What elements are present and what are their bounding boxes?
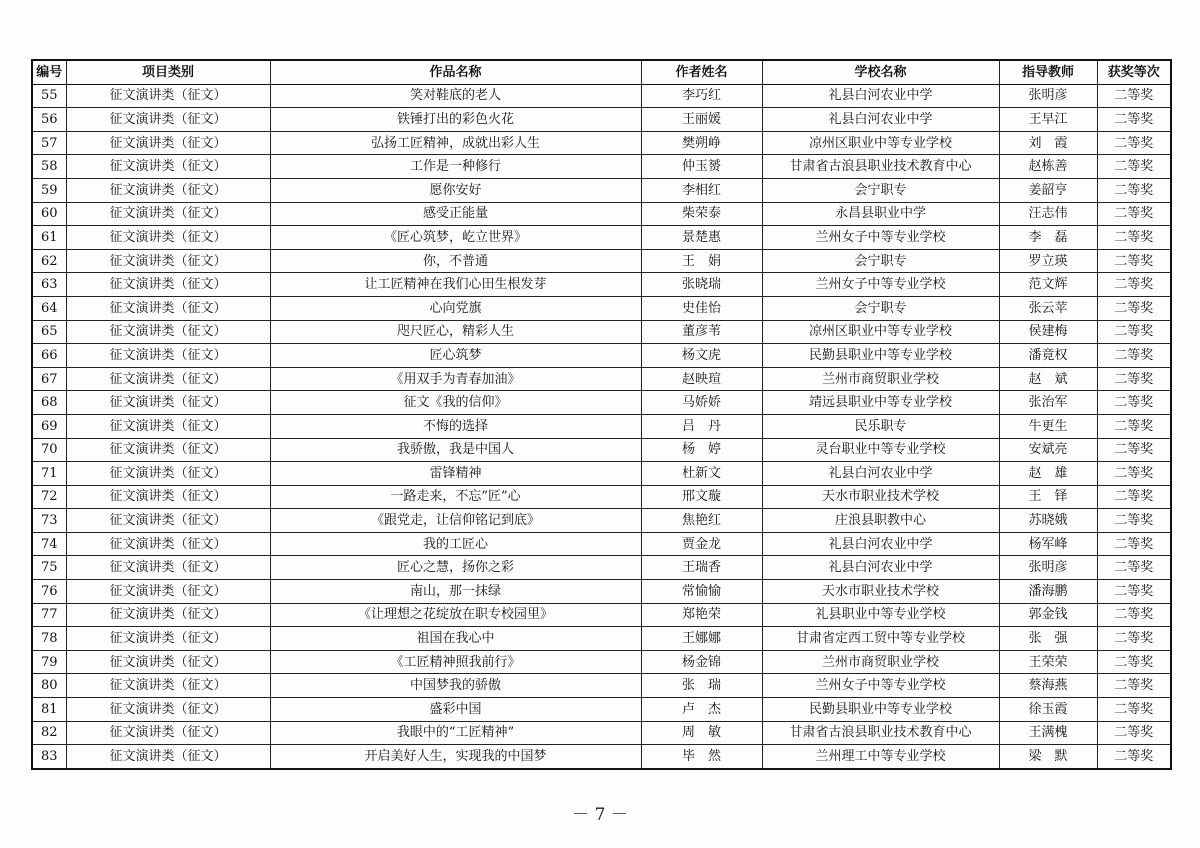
- cell-number: 77: [32, 603, 66, 627]
- cell-number: 66: [32, 344, 66, 368]
- cell-author: 毕 然: [641, 745, 762, 769]
- cell-advisor: 郭金钱: [999, 603, 1097, 627]
- cell-award: 二等奖: [1097, 178, 1171, 202]
- cell-number: 67: [32, 367, 66, 391]
- cell-school: 兰州市商贸职业学校: [762, 367, 999, 391]
- cell-advisor: 王荣荣: [999, 650, 1097, 674]
- cell-number: 75: [32, 556, 66, 580]
- table-row: [32, 226, 1171, 250]
- cell-award: 二等奖: [1097, 485, 1171, 509]
- cell-author: 常愉愉: [641, 580, 762, 604]
- cell-award: 二等奖: [1097, 391, 1171, 415]
- cell-author: 董彦苇: [641, 320, 762, 344]
- table-row: [32, 556, 1171, 580]
- awards-table: [31, 59, 1172, 770]
- cell-number: 65: [32, 320, 66, 344]
- cell-award: 二等奖: [1097, 603, 1171, 627]
- cell-author: 杨文虎: [641, 344, 762, 368]
- cell-school: 会宁职专: [762, 296, 999, 320]
- cell-school: 天水市职业技术学校: [762, 485, 999, 509]
- cell-work-title: 工作是一种修行: [270, 155, 641, 179]
- cell-number: 68: [32, 391, 66, 415]
- cell-category: 征文演讲类（征文）: [66, 650, 270, 674]
- cell-author: 王丽媛: [641, 108, 762, 132]
- cell-author: 王瑞香: [641, 556, 762, 580]
- cell-work-title: 愿你安好: [270, 178, 641, 202]
- cell-award: 二等奖: [1097, 532, 1171, 556]
- cell-category: 征文演讲类（征文）: [66, 674, 270, 698]
- cell-school: 礼县白河农业中学: [762, 532, 999, 556]
- cell-award: 二等奖: [1097, 320, 1171, 344]
- table-row: [32, 273, 1171, 297]
- cell-number: 63: [32, 273, 66, 297]
- cell-category: 征文演讲类（征文）: [66, 249, 270, 273]
- cell-work-title: 弘扬工匠精神，成就出彩人生: [270, 131, 641, 155]
- cell-school: 兰州女子中等专业学校: [762, 674, 999, 698]
- cell-category: 征文演讲类（征文）: [66, 509, 270, 533]
- cell-work-title: 匠心筑梦: [270, 344, 641, 368]
- cell-school: 会宁职专: [762, 178, 999, 202]
- cell-advisor: 李 磊: [999, 226, 1097, 250]
- table-row: [32, 674, 1171, 698]
- cell-category: 征文演讲类（征文）: [66, 273, 270, 297]
- cell-award: 二等奖: [1097, 344, 1171, 368]
- table-row: [32, 344, 1171, 368]
- cell-work-title: 雷锋精神: [270, 462, 641, 486]
- cell-category: 征文演讲类（征文）: [66, 108, 270, 132]
- cell-work-title: 我眼中的“工匠精神”: [270, 721, 641, 745]
- cell-author: 吕 丹: [641, 414, 762, 438]
- cell-award: 二等奖: [1097, 556, 1171, 580]
- table-row: [32, 202, 1171, 226]
- cell-work-title: 《让理想之花绽放在职专校园里》: [270, 603, 641, 627]
- cell-number: 81: [32, 698, 66, 722]
- cell-author: 王娜娜: [641, 627, 762, 651]
- cell-advisor: 潘海鹏: [999, 580, 1097, 604]
- cell-category: 征文演讲类（征文）: [66, 556, 270, 580]
- cell-school: 兰州女子中等专业学校: [762, 273, 999, 297]
- cell-author: 马娇娇: [641, 391, 762, 415]
- cell-number: 70: [32, 438, 66, 462]
- cell-work-title: 南山，那一抹绿: [270, 580, 641, 604]
- cell-work-title: 笑对鞋底的老人: [270, 84, 641, 108]
- header-number: 编号: [32, 60, 66, 84]
- cell-work-title: 《用双手为青春加油》: [270, 367, 641, 391]
- cell-school: 兰州理工中等专业学校: [762, 745, 999, 769]
- cell-advisor: 侯建梅: [999, 320, 1097, 344]
- table-row: [32, 462, 1171, 486]
- cell-author: 张晓瑞: [641, 273, 762, 297]
- cell-category: 征文演讲类（征文）: [66, 320, 270, 344]
- cell-advisor: 姜韶亨: [999, 178, 1097, 202]
- cell-number: 59: [32, 178, 66, 202]
- cell-school: 礼县白河农业中学: [762, 84, 999, 108]
- cell-advisor: 蔡海燕: [999, 674, 1097, 698]
- cell-advisor: 张明彦: [999, 84, 1097, 108]
- cell-work-title: 让工匠精神在我们心田生根发芽: [270, 273, 641, 297]
- cell-award: 二等奖: [1097, 155, 1171, 179]
- cell-author: 李相红: [641, 178, 762, 202]
- table-row: [32, 532, 1171, 556]
- cell-school: 永昌县职业中学: [762, 202, 999, 226]
- cell-school: 礼县职业中等专业学校: [762, 603, 999, 627]
- cell-number: 64: [32, 296, 66, 320]
- cell-advisor: 苏晓娥: [999, 509, 1097, 533]
- cell-number: 61: [32, 226, 66, 250]
- cell-advisor: 梁 默: [999, 745, 1097, 769]
- cell-work-title: 开启美好人生，实现我的中国梦: [270, 745, 641, 769]
- cell-advisor: 安斌亮: [999, 438, 1097, 462]
- cell-advisor: 牛更生: [999, 414, 1097, 438]
- cell-number: 78: [32, 627, 66, 651]
- cell-work-title: 祖国在我心中: [270, 627, 641, 651]
- cell-work-title: 感受正能量: [270, 202, 641, 226]
- cell-author: 仲玉赟: [641, 155, 762, 179]
- table-row: [32, 320, 1171, 344]
- cell-category: 征文演讲类（征文）: [66, 84, 270, 108]
- cell-school: 甘肃省古浪县职业技术教育中心: [762, 155, 999, 179]
- table-row: [32, 509, 1171, 533]
- cell-author: 贾金龙: [641, 532, 762, 556]
- cell-author: 邢文璇: [641, 485, 762, 509]
- cell-advisor: 刘 霞: [999, 131, 1097, 155]
- cell-school: 凉州区职业中等专业学校: [762, 320, 999, 344]
- table-row: [32, 745, 1171, 769]
- cell-number: 82: [32, 721, 66, 745]
- header-category: 项目类别: [66, 60, 270, 84]
- cell-category: 征文演讲类（征文）: [66, 367, 270, 391]
- cell-school: 礼县白河农业中学: [762, 556, 999, 580]
- cell-number: 79: [32, 650, 66, 674]
- cell-work-title: 咫尺匠心，精彩人生: [270, 320, 641, 344]
- cell-award: 二等奖: [1097, 650, 1171, 674]
- cell-category: 征文演讲类（征文）: [66, 603, 270, 627]
- table-row: [32, 84, 1171, 108]
- cell-award: 二等奖: [1097, 438, 1171, 462]
- cell-school: 民乐职专: [762, 414, 999, 438]
- cell-category: 征文演讲类（征文）: [66, 698, 270, 722]
- cell-author: 史佳怡: [641, 296, 762, 320]
- cell-advisor: 杨军峰: [999, 532, 1097, 556]
- cell-work-title: 心向党旗: [270, 296, 641, 320]
- table-row: [32, 108, 1171, 132]
- cell-author: 李巧红: [641, 84, 762, 108]
- cell-school: 民勤县职业中等专业学校: [762, 698, 999, 722]
- cell-school: 民勤县职业中等专业学校: [762, 344, 999, 368]
- cell-category: 征文演讲类（征文）: [66, 202, 270, 226]
- cell-school: 甘肃省定西工贸中等专业学校: [762, 627, 999, 651]
- cell-award: 二等奖: [1097, 131, 1171, 155]
- cell-number: 57: [32, 131, 66, 155]
- cell-advisor: 张 强: [999, 627, 1097, 651]
- table-row: [32, 367, 1171, 391]
- cell-work-title: 盛彩中国: [270, 698, 641, 722]
- cell-advisor: 赵 雄: [999, 462, 1097, 486]
- cell-award: 二等奖: [1097, 367, 1171, 391]
- cell-award: 二等奖: [1097, 273, 1171, 297]
- cell-work-title: 《匠心筑梦，屹立世界》: [270, 226, 641, 250]
- cell-award: 二等奖: [1097, 580, 1171, 604]
- cell-category: 征文演讲类（征文）: [66, 462, 270, 486]
- cell-work-title: 征文《我的信仰》: [270, 391, 641, 415]
- cell-award: 二等奖: [1097, 414, 1171, 438]
- cell-award: 二等奖: [1097, 296, 1171, 320]
- cell-category: 征文演讲类（征文）: [66, 721, 270, 745]
- table-row: [32, 698, 1171, 722]
- header-work-title: 作品名称: [270, 60, 641, 84]
- cell-advisor: 范文辉: [999, 273, 1097, 297]
- cell-category: 征文演讲类（征文）: [66, 414, 270, 438]
- cell-advisor: 汪志伟: [999, 202, 1097, 226]
- cell-advisor: 张云苹: [999, 296, 1097, 320]
- page-number: － 7 －: [572, 805, 628, 825]
- table-body: [32, 84, 1171, 769]
- cell-author: 郑艳荣: [641, 603, 762, 627]
- cell-advisor: 潘竟权: [999, 344, 1097, 368]
- cell-school: 兰州市商贸职业学校: [762, 650, 999, 674]
- cell-award: 二等奖: [1097, 721, 1171, 745]
- table-row: [32, 391, 1171, 415]
- cell-school: 凉州区职业中等专业学校: [762, 131, 999, 155]
- cell-school: 会宁职专: [762, 249, 999, 273]
- table-row: [32, 414, 1171, 438]
- cell-work-title: 《跟党走，让信仰铭记到底》: [270, 509, 641, 533]
- cell-work-title: 我骄傲，我是中国人: [270, 438, 641, 462]
- cell-school: 礼县白河农业中学: [762, 462, 999, 486]
- cell-number: 71: [32, 462, 66, 486]
- header-school: 学校名称: [762, 60, 999, 84]
- cell-category: 征文演讲类（征文）: [66, 131, 270, 155]
- cell-author: 周 敏: [641, 721, 762, 745]
- cell-category: 征文演讲类（征文）: [66, 155, 270, 179]
- cell-award: 二等奖: [1097, 202, 1171, 226]
- cell-work-title: 你，不普通: [270, 249, 641, 273]
- table-row: [32, 627, 1171, 651]
- table-row: [32, 249, 1171, 273]
- cell-work-title: 铁锤打出的彩色火花: [270, 108, 641, 132]
- table-row: [32, 485, 1171, 509]
- cell-school: 甘肃省古浪县职业技术教育中心: [762, 721, 999, 745]
- cell-award: 二等奖: [1097, 509, 1171, 533]
- cell-number: 60: [32, 202, 66, 226]
- cell-school: 灵台职业中等专业学校: [762, 438, 999, 462]
- cell-category: 征文演讲类（征文）: [66, 178, 270, 202]
- cell-category: 征文演讲类（征文）: [66, 296, 270, 320]
- cell-author: 王 娟: [641, 249, 762, 273]
- cell-advisor: 罗立瑛: [999, 249, 1097, 273]
- cell-work-title: 一路走来，不忘”匠”心: [270, 485, 641, 509]
- cell-number: 76: [32, 580, 66, 604]
- cell-advisor: 王满槐: [999, 721, 1097, 745]
- cell-category: 征文演讲类（征文）: [66, 438, 270, 462]
- cell-school: 礼县白河农业中学: [762, 108, 999, 132]
- cell-author: 卢 杰: [641, 698, 762, 722]
- cell-advisor: 张治军: [999, 391, 1097, 415]
- cell-award: 二等奖: [1097, 627, 1171, 651]
- cell-number: 55: [32, 84, 66, 108]
- cell-number: 74: [32, 532, 66, 556]
- cell-advisor: 徐玉霞: [999, 698, 1097, 722]
- table-row: [32, 721, 1171, 745]
- cell-number: 73: [32, 509, 66, 533]
- cell-category: 征文演讲类（征文）: [66, 226, 270, 250]
- cell-number: 62: [32, 249, 66, 273]
- cell-category: 征文演讲类（征文）: [66, 344, 270, 368]
- cell-work-title: 中国梦我的骄傲: [270, 674, 641, 698]
- cell-award: 二等奖: [1097, 226, 1171, 250]
- cell-author: 柴荣泰: [641, 202, 762, 226]
- cell-author: 张 瑞: [641, 674, 762, 698]
- cell-author: 杨金锦: [641, 650, 762, 674]
- cell-school: 靖远县职业中等专业学校: [762, 391, 999, 415]
- cell-award: 二等奖: [1097, 84, 1171, 108]
- table-row: [32, 155, 1171, 179]
- cell-number: 58: [32, 155, 66, 179]
- table-row: [32, 580, 1171, 604]
- cell-number: 56: [32, 108, 66, 132]
- table-row: [32, 178, 1171, 202]
- cell-advisor: 赵 斌: [999, 367, 1097, 391]
- cell-school: 兰州女子中等专业学校: [762, 226, 999, 250]
- cell-work-title: 我的工匠心: [270, 532, 641, 556]
- header-author: 作者姓名: [641, 60, 762, 84]
- cell-category: 征文演讲类（征文）: [66, 485, 270, 509]
- cell-author: 景楚惠: [641, 226, 762, 250]
- cell-award: 二等奖: [1097, 745, 1171, 769]
- cell-award: 二等奖: [1097, 674, 1171, 698]
- cell-number: 72: [32, 485, 66, 509]
- cell-category: 征文演讲类（征文）: [66, 532, 270, 556]
- table-row: [32, 603, 1171, 627]
- cell-category: 征文演讲类（征文）: [66, 580, 270, 604]
- cell-work-title: 《工匠精神照我前行》: [270, 650, 641, 674]
- cell-advisor: 赵栋善: [999, 155, 1097, 179]
- cell-work-title: 匠心之慧，扬你之彩: [270, 556, 641, 580]
- cell-author: 杨 婷: [641, 438, 762, 462]
- header-award: 获奖等次: [1097, 60, 1171, 84]
- cell-category: 征文演讲类（征文）: [66, 627, 270, 651]
- cell-number: 83: [32, 745, 66, 769]
- cell-author: 杜新文: [641, 462, 762, 486]
- cell-author: 樊朔峥: [641, 131, 762, 155]
- cell-award: 二等奖: [1097, 698, 1171, 722]
- cell-school: 庄浪县职教中心: [762, 509, 999, 533]
- header-advisor: 指导教师: [999, 60, 1097, 84]
- table-row: [32, 438, 1171, 462]
- cell-work-title: 不悔的选择: [270, 414, 641, 438]
- cell-award: 二等奖: [1097, 108, 1171, 132]
- cell-number: 80: [32, 674, 66, 698]
- cell-advisor: 张明彦: [999, 556, 1097, 580]
- cell-author: 赵映瑄: [641, 367, 762, 391]
- cell-award: 二等奖: [1097, 249, 1171, 273]
- cell-author: 焦艳红: [641, 509, 762, 533]
- cell-category: 征文演讲类（征文）: [66, 391, 270, 415]
- cell-category: 征文演讲类（征文）: [66, 745, 270, 769]
- cell-award: 二等奖: [1097, 462, 1171, 486]
- cell-number: 69: [32, 414, 66, 438]
- table-row: [32, 296, 1171, 320]
- table-row: [32, 650, 1171, 674]
- cell-advisor: 王早江: [999, 108, 1097, 132]
- table-row: [32, 131, 1171, 155]
- cell-advisor: 王 铎: [999, 485, 1097, 509]
- cell-school: 天水市职业技术学校: [762, 580, 999, 604]
- table-header-row: [32, 60, 1171, 84]
